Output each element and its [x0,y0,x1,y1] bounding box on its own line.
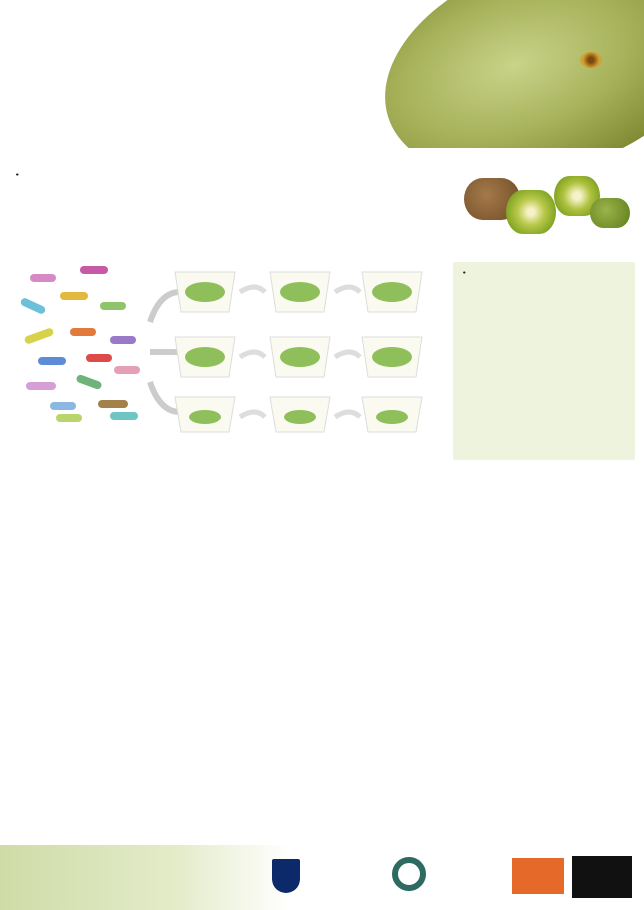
pfr-ring-icon [392,857,426,891]
plant-food-logo [392,853,502,899]
charts-svg [0,510,644,740]
schematic [10,262,450,472]
uoa-crest-icon [272,859,300,893]
header [0,0,644,148]
marsden-name [512,858,564,864]
schematic-graphic [10,262,450,472]
results-charts [0,510,644,740]
acknowledgements [0,845,290,910]
bacteria-pool [20,266,140,422]
marsden-logo [512,858,564,894]
methodology-box [453,262,635,460]
leaf-lesion [580,52,602,68]
royal-society-logo [572,856,632,898]
uoa-logo [272,855,372,899]
rs-name-1 [572,856,632,864]
kiwifruit-image [458,168,638,238]
leaf-image [356,0,644,148]
